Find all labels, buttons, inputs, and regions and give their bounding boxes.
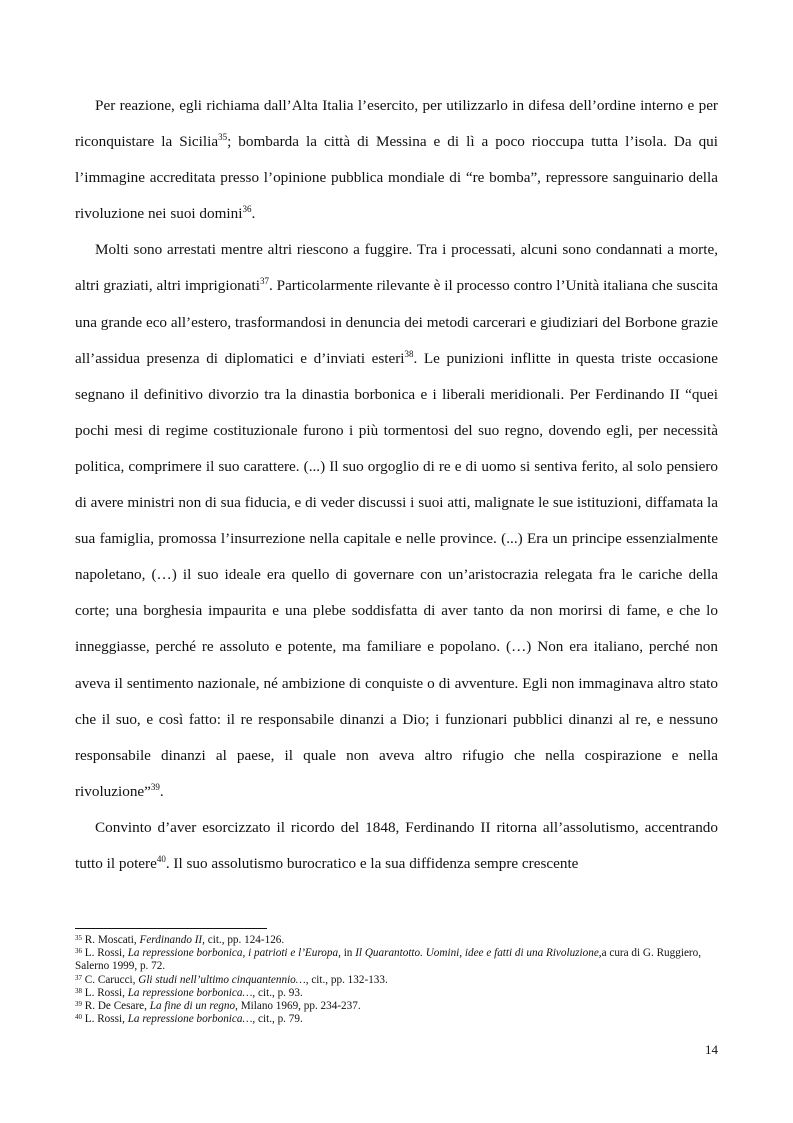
footnote-ref: 37 [259,276,269,287]
paragraph-text: ; bombarda la città di Messina e di lì a poco rioccupa tutta l’isola. Da qui l’immagine accreditata presso l’opinione pubblica mondiale di “re bomba”, repressore sanguinario della rivoluzione nei suoi domini [75,133,718,223]
paragraph-text: Convinto d’aver esorcizzato il ricordo del 1848, Ferdinando II ritorna all’assolutismo, accentrando tutto il potere [75,818,718,872]
footnote [75,987,718,1000]
footnote-number: 40 [75,1013,82,1022]
page-number: 14 [705,1042,718,1057]
footnote-title: Gli studi nell’ultimo cinquantennio…, [138,973,309,986]
footnote [75,974,718,987]
footnote-text: , Milano 1969, pp. 234-237. [235,1000,361,1013]
footnote-number: 35 [75,934,82,942]
footnote-title: Il Quarantotto. Uomini, idee e fatti di una Rivoluzione, [355,947,602,960]
footnote-text: R. Moscati, [82,934,140,946]
footnote-number: 37 [75,973,82,982]
footnote-number: 38 [75,986,82,995]
paragraph-text: Per reazione, egli richiama dall’Alta Italia l’esercito, per utilizzarlo in difesa dell’ordine interno e per riconquistare la Sicilia [75,97,718,151]
footnote-text: a cura di G. Ruggiero, Salerno 1999, p. 72. [75,947,702,973]
paragraph [75,88,718,232]
footnote-text: cit., pp. 132-133. [308,973,388,986]
footnote [75,1000,718,1013]
footnote-text: C. Carucci, [82,973,139,986]
footnote-title: La repressione borbonica…, [127,1013,256,1026]
footnote-ref: 40 [156,853,166,864]
paragraph-text: . Particolarmente rilevante è il processo contro l’Unità italiana che suscita una grande eco all’estero, trasformandosi in denuncia dei metodi carcerari e giudiziari del Borbone grazie all’assidua presenza di diplomatici e d’inviati esteri [75,277,718,367]
paragraph [75,810,718,882]
footnote-title: La fine di un regno [149,1000,236,1013]
footnote-text: in [340,947,356,960]
paragraph [75,232,718,810]
footnote-title: Ferdinando II, [139,934,205,946]
paragraph-text: . [159,782,164,800]
footnote-text: cit., p. 79. [255,1013,303,1026]
body-text [75,88,718,882]
paragraph-text: . [251,205,256,223]
footnote-text: L. Rossi, [82,947,128,960]
footnote-text: L. Rossi, [82,1013,128,1026]
footnote-ref: 35 [218,132,228,143]
footnote-text: cit., p. 93. [255,986,303,999]
footnote [75,934,718,947]
footnote-title: La repressione borbonica…, [127,986,256,999]
footnote-title: La repressione borbonica, i patrioti e l’Europa, [127,947,341,960]
footnote-text: cit., pp. 124-126. [204,934,285,946]
footnotes [75,934,718,1026]
footnote [75,1013,718,1026]
footnote-separator [75,928,267,929]
footnote-ref: 38 [404,348,414,359]
footnote-text: L. Rossi, [82,986,128,999]
paragraph-text: Molti sono arrestati mentre altri riescono a fuggire. Tra i processati, alcuni sono condannati a morte, altri graziati, altri imprigionati [75,241,718,295]
footnote-number: 39 [75,1000,82,1009]
footnote-text: R. De Cesare, [82,1000,150,1013]
paragraph-text: . Il suo assolutismo burocratico e la sua diffidenza sempre crescente [165,854,579,872]
footnote-number: 36 [75,947,82,956]
paragraph-text: . Le punizioni inflitte in questa triste occasione segnano il definitivo divorzio tra la dinastia borbonica e i liberali meridionali. Per Ferdinando II “quei pochi mesi di regime costituzionale furono i più tormentosi del suo regno, dovendo egli, per necessità politica, comprimere il suo carattere. (...) Il suo orgoglio di re e di uomo si sentiva ferito, al solo pensiero di avere ministri non di sua fiducia, e di veder discussi i suoi atti, malignate le sue istituzioni, diffamata la sua famiglia, promossa l’insurrezione nella capitale e nelle province. (...) Era un principe essenzialmente napoletano, (…) il suo ideale era quello di governare con un’aristocrazia relegata fra le cariche della corte; una borghesia impaurita e una plebe soddisfatta di aver tanto da non morirsi di fame, e che lo inneggiasse, perché re assoluto e potente, ma familiare e popolano. (…) Non era italiano, perché non aveva il sentimento nazionale, né ambizione di conquiste o di avventure. Egli non immaginava altro stato che il suo, e così fatto: il re responsabile dinanzi a Dio; i funzionari pubblici dinanzi al re, e nessuno responsabile dinanzi al paese, il quale non aveva altro rifugio che nella cospirazione e nella rivoluzione” [75,349,718,800]
footnote [75,947,718,973]
footnote-ref: 36 [242,204,252,215]
footnote-ref: 39 [150,781,160,792]
